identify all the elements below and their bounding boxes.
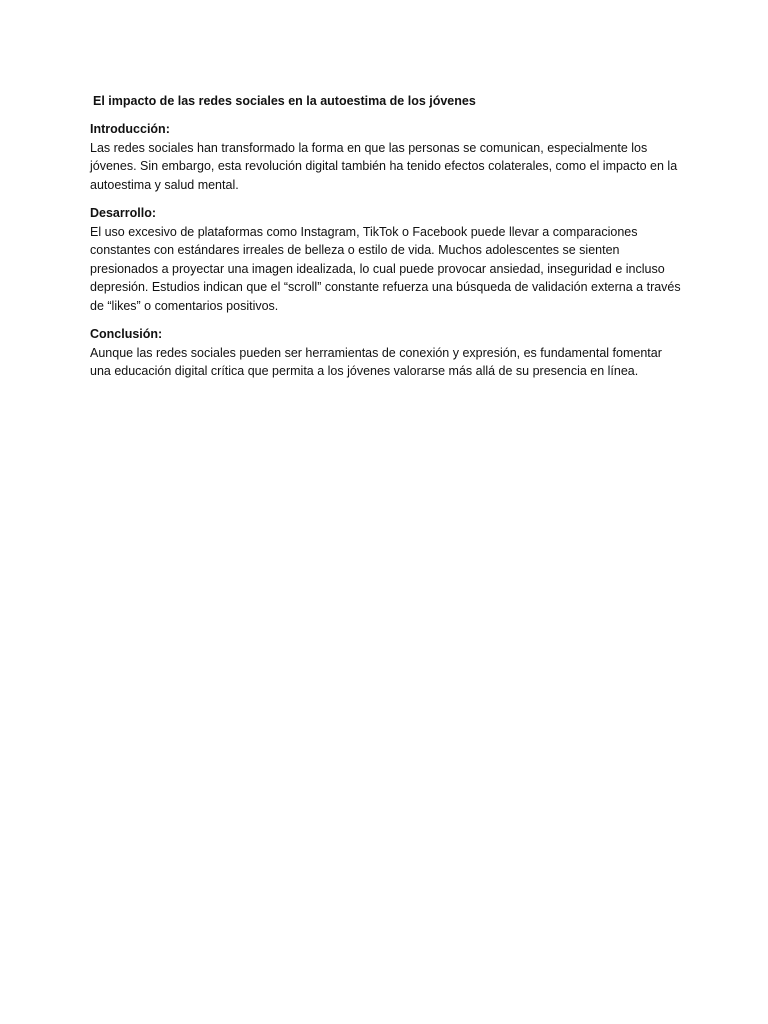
section-introduccion bbox=[90, 120, 686, 194]
section-conclusion bbox=[90, 325, 686, 381]
section-body-conclusion: Aunque las redes sociales pueden ser herramientas de conexión y expresión, es fundamental fomentar una educación digital crítica que permita a los jóvenes valorarse más allá de su presencia en línea. bbox=[90, 345, 662, 378]
section-heading-conclusion: Conclusión: bbox=[90, 327, 163, 341]
section-body-desarrollo: El uso excesivo de plataformas como Instagram, TikTok o Facebook puede llevar a comparaciones constantes con estándares irreales de belleza o estilo de vida. Muchos adolescentes se sienten presionados a proyectar una imagen idealizada, lo cual puede provocar ansiedad, inseguridad e incluso depresión. Estudios indican que el “scroll” constante refuerza una búsqueda de validación externa a través de “likes” o comentarios positivos. bbox=[90, 224, 681, 313]
section-heading-desarrollo: Desarrollo: bbox=[90, 206, 156, 220]
section-heading-introduccion: Introducción: bbox=[90, 122, 170, 136]
document-title: El impacto de las redes sociales en la autoestima de los jóvenes bbox=[93, 94, 476, 108]
section-desarrollo bbox=[90, 204, 686, 315]
section-body-introduccion: Las redes sociales han transformado la forma en que las personas se comunican, especialmente los jóvenes. Sin embargo, esta revolución digital también ha tenido efectos colaterales, como el impacto en la autoestima y salud mental. bbox=[90, 140, 678, 192]
document-content bbox=[90, 92, 686, 391]
